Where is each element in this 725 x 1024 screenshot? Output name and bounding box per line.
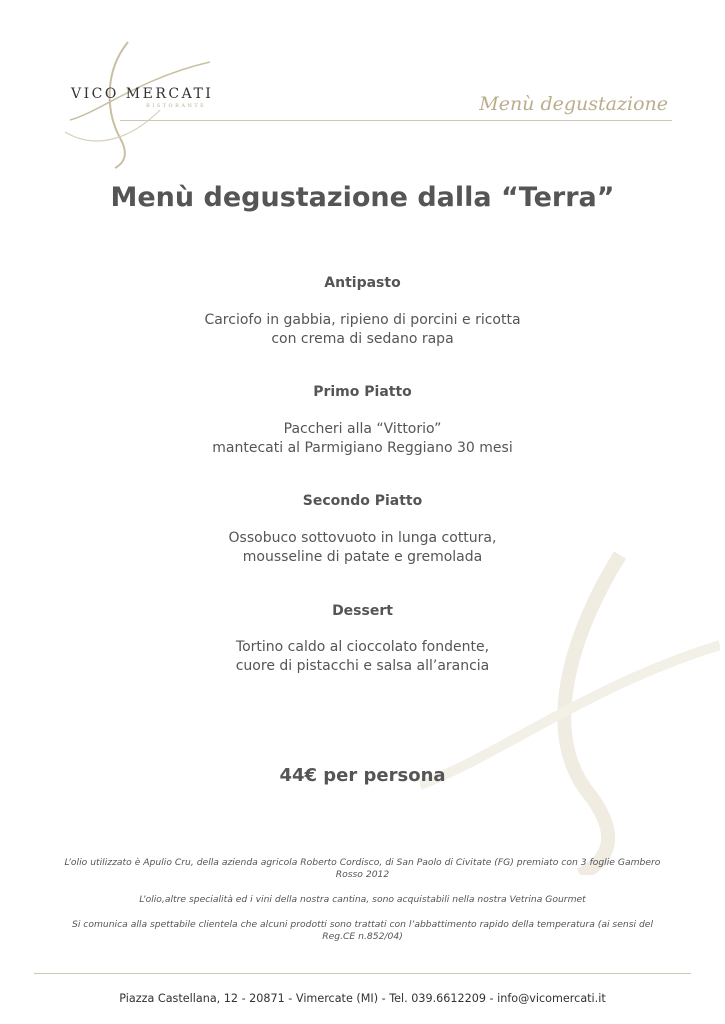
brand-subtitle: RISTORANTE (146, 103, 207, 109)
header-title: Menù degustazione (479, 93, 668, 115)
dish-dessert (0, 638, 725, 676)
dish-line: con crema di sedano rapa (271, 331, 454, 347)
note-vetrina-gourmet: L’olio,altre specialità ed i vini della nostra cantina, sono acquistabili nella nostra Vetrina Gourmet (139, 894, 586, 905)
watermark-swoosh-icon (420, 545, 720, 875)
menu-title: Menù degustazione dalla “Terra” (110, 182, 615, 213)
menu-price: 44€ per persona (279, 765, 446, 786)
dish-line: mantecati al Parmigiano Reggiano 30 mesi (212, 440, 513, 456)
note-blast-chilling: Si comunica alla spettabile clientela che alcuni prodotti sono trattati con l’abbattimento rapido della temperatura (ai sensi del Reg.CE n.852/04) (71, 919, 653, 942)
dish-line: Carciofo in gabbia, ripieno di porcini e ricotta (204, 312, 521, 328)
section-heading-dessert: Dessert (332, 603, 393, 619)
brand-name-left: VICO (71, 86, 119, 102)
note-olive-oil: L’olio utilizzato è Apulio Cru, della azienda agricola Roberto Cordisco, di San Paolo di Civitate (FG) premiato con 3 foglie Gambero Rosso 2012 (64, 857, 661, 880)
dish-primo (0, 420, 725, 458)
dish-line: mousseline di patate e gremolada (242, 549, 483, 565)
dish-antipasto (0, 311, 725, 349)
section-heading-secondo: Secondo Piatto (302, 493, 423, 509)
brand-name-right: MERCATI (125, 86, 214, 102)
dish-line: Paccheri alla “Vittorio” (283, 421, 442, 437)
footer-divider (34, 973, 691, 974)
dish-line: Ossobuco sottovuoto in lunga cottura, (228, 530, 497, 546)
brand-logo-text (71, 86, 213, 102)
section-heading-primo: Primo Piatto (313, 384, 412, 400)
footer-contact: Piazza Castellana, 12 - 20871 - Vimercate (MI) - Tel. 039.6612209 - info@vicomercati.it (119, 992, 606, 1005)
header-divider (120, 120, 672, 121)
dish-line: cuore di pistacchi e salsa all’arancia (235, 658, 490, 674)
section-heading-antipasto: Antipasto (324, 275, 401, 291)
dish-line: Tortino caldo al cioccolato fondente, (235, 639, 490, 655)
dish-secondo (0, 529, 725, 567)
